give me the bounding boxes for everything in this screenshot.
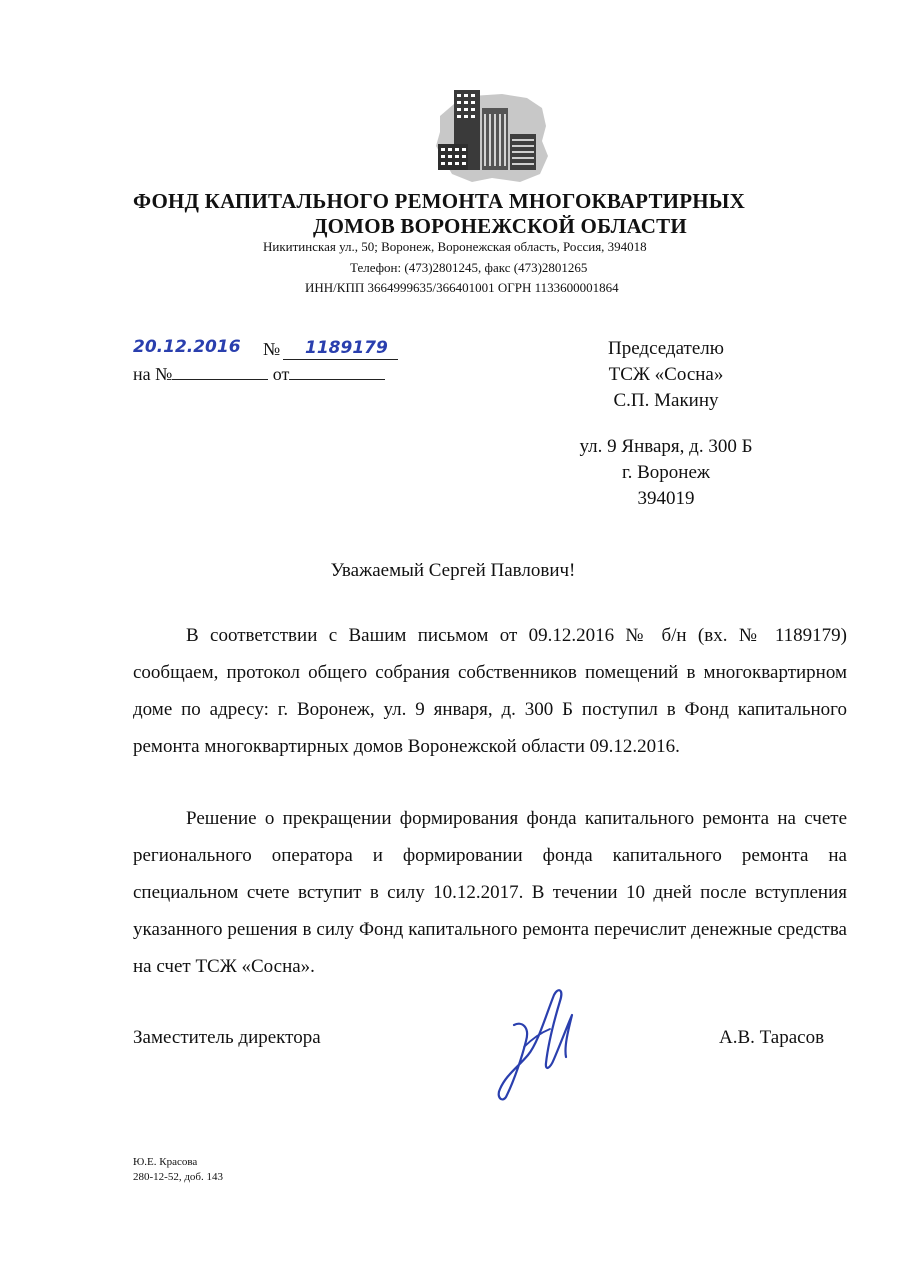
letter-greeting: Уважаемый Сергей Павлович! xyxy=(330,560,576,581)
reference-date: 20.12.2016 xyxy=(133,337,241,357)
signature-icon xyxy=(484,985,584,1103)
signatory-position: Заместитель директора xyxy=(133,1027,321,1048)
letter-body-paragraph2 xyxy=(133,800,847,985)
organization-address: Никитинская ул., 50; Воронеж, Воронежская область, Россия, 394018 xyxy=(263,239,647,254)
handwritten-signature xyxy=(484,985,584,1103)
addressee-address xyxy=(560,434,772,512)
organization-phone: Телефон: (473)2801245, факс (473)2801265 xyxy=(350,260,588,275)
organization-title-line1: ФОНД КАПИТАЛЬНОГО РЕМОНТА МНОГОКВАРТИРНЫХ xyxy=(133,189,745,213)
building-map-logo-icon xyxy=(432,86,550,186)
reply-number-blank xyxy=(172,363,268,380)
address-postcode: 394019 xyxy=(637,488,695,509)
executor-info xyxy=(133,1155,223,1185)
organization-logo xyxy=(432,86,550,186)
reply-reference xyxy=(133,363,385,385)
paragraph2-text: Решение о прекращении формирования фонда капитального ремонта на счете регионального оператора и формировании фонда капитального ремонта на специальном счете вступит в силу 10.12.2017. В течении 10 дней после вступления указанного решения в силу Фонд капитального ремонта перечислит денежные средства на счет ТСЖ «Сосна». xyxy=(133,808,847,977)
executor-phone: 280-12-52, доб. 143 xyxy=(133,1171,224,1183)
organization-title-line2: ДОМОВ ВОРОНЕЖСКОЙ ОБЛАСТИ xyxy=(313,214,687,238)
reference-number-field xyxy=(283,338,398,360)
letter-body-paragraph1 xyxy=(133,617,847,765)
address-street: ул. 9 Января, д. 300 Б xyxy=(579,436,753,457)
address-city: г. Воронеж xyxy=(621,462,711,483)
addressee-line1: Председателю xyxy=(608,338,724,359)
outgoing-reference xyxy=(133,337,403,361)
reply-date-blank xyxy=(289,363,385,380)
addressee-block xyxy=(560,336,772,414)
signatory-name: А.В. Тарасов xyxy=(719,1027,825,1048)
organization-ids: ИНН/КПП 3664999635/366401001 ОГРН 1133600001864 xyxy=(305,280,619,295)
reply-from-label: от xyxy=(272,364,290,384)
addressee-line3: С.П. Макину xyxy=(613,390,719,411)
paragraph1-text: В соответствии с Вашим письмом от 09.12.2016 № б/н (вх. № 1189179) сообщаем, протокол общего собрания собственников помещений в многоквартирном доме по адресу: г. Воронеж, ул. 9 января, д. 300 Б поступил в Фонд капитального ремонта многоквартирных домов Воронежской области 09.12.2016. xyxy=(133,625,847,757)
reference-number: 1189179 xyxy=(305,338,388,358)
reply-to-label: на № xyxy=(133,364,173,384)
executor-name: Ю.Е. Красова xyxy=(133,1156,198,1168)
reference-number-sign: № xyxy=(263,339,281,359)
addressee-line2: ТСЖ «Сосна» xyxy=(608,364,724,385)
